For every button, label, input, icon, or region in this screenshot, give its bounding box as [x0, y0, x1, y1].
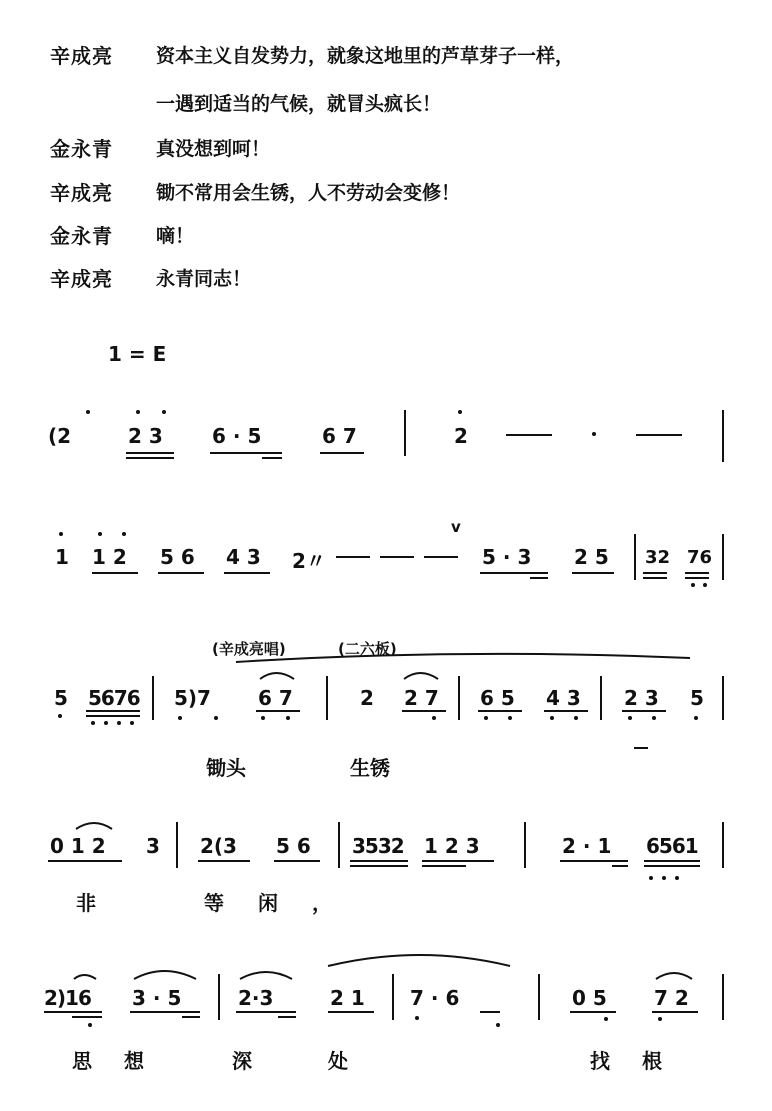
note-group: 5 · 3 — [482, 545, 532, 569]
note-group: 6 7 — [322, 424, 357, 448]
note-group: 0 1 2 — [50, 834, 106, 858]
note-group: 2 7 — [404, 686, 439, 710]
dialogue-line: 真没想到呵！ — [156, 138, 271, 160]
lyric: 锄头 — [206, 756, 246, 780]
note-group: 5676 — [88, 686, 140, 710]
note-group: 6 · 5 — [212, 424, 262, 448]
tempo-note: (二六板) — [338, 640, 397, 658]
dialogue-line: 嘀！ — [156, 225, 195, 247]
note-group: 7 · 6 — [410, 986, 460, 1010]
note-group: 5 — [54, 686, 68, 710]
note-group: 2 5 — [574, 545, 609, 569]
note-group: 2 — [360, 686, 374, 710]
note-group: 2 3 — [624, 686, 659, 710]
note-group: 1 2 — [92, 545, 127, 569]
note-group: 2 1 — [330, 986, 365, 1010]
lyric: 找根 — [590, 1049, 694, 1073]
dialogue-line: 锄不常用会生锈，人不劳动会变修！ — [156, 182, 461, 204]
dialogue-line: 一遇到适当的气候，就冒头疯长！ — [156, 93, 442, 115]
lyric: 等闲， — [204, 891, 366, 915]
note-group: 2(3 — [200, 834, 237, 858]
note-group: 5 6 — [276, 834, 311, 858]
note-group: 4 3 — [546, 686, 581, 710]
note-group: 3532 — [352, 834, 404, 858]
speaker-name: 辛成亮 — [50, 44, 113, 68]
phrase-slur — [236, 654, 690, 662]
note-group: 3 — [146, 834, 160, 858]
note-group: 3 · 5 — [132, 986, 182, 1010]
slur — [240, 972, 292, 979]
dialogue-line: 永青同志！ — [156, 268, 252, 290]
note-group: 2 3 — [128, 424, 163, 448]
note-group: 6 7 — [258, 686, 293, 710]
note-group: 2 — [454, 424, 468, 448]
slur — [260, 673, 294, 679]
speaker-name: 辛成亮 — [50, 181, 113, 205]
breath-mark: v — [451, 518, 461, 536]
slur — [74, 975, 96, 979]
note-group: 76 — [687, 547, 713, 568]
note-group: 2 · 1 — [562, 834, 612, 858]
note-group: 1 — [55, 545, 69, 569]
note-group: 1 2 3 — [424, 834, 480, 858]
note-group: 7 2 — [654, 986, 689, 1010]
note-group: 4 3 — [226, 545, 261, 569]
speaker-name: 金永青 — [50, 224, 113, 248]
lyric: 思想 — [72, 1049, 176, 1073]
key-signature: 1 = E — [108, 342, 167, 366]
note-group: 5)7 — [174, 686, 211, 710]
note-group: 5 — [690, 686, 704, 710]
phrase-slur — [328, 955, 510, 966]
note-group: 6 5 — [480, 686, 515, 710]
slur — [404, 673, 438, 679]
note-group: 0 5 — [572, 986, 607, 1010]
slur — [76, 823, 112, 829]
slur — [656, 973, 692, 979]
note-group: 32 — [645, 547, 671, 568]
note-group: 2〃 — [292, 549, 326, 573]
speaker-name: 辛成亮 — [50, 267, 113, 291]
singer-note: (辛成亮唱) — [212, 640, 286, 658]
dialogue-line: 资本主义自发势力，就象这地里的芦草芽子一样， — [156, 45, 575, 67]
note-group: 6561 — [646, 834, 698, 858]
note-group: 2·3 — [238, 986, 274, 1010]
note-group: 5 6 — [160, 545, 195, 569]
lyric: 深处 — [232, 1049, 424, 1073]
note-group: (2 — [48, 424, 72, 448]
note-group: 2)16 — [44, 986, 91, 1010]
lyric: 非 — [76, 891, 96, 915]
speaker-name: 金永青 — [50, 137, 113, 161]
slur — [134, 971, 196, 979]
lyric: 生锈 — [350, 756, 390, 780]
